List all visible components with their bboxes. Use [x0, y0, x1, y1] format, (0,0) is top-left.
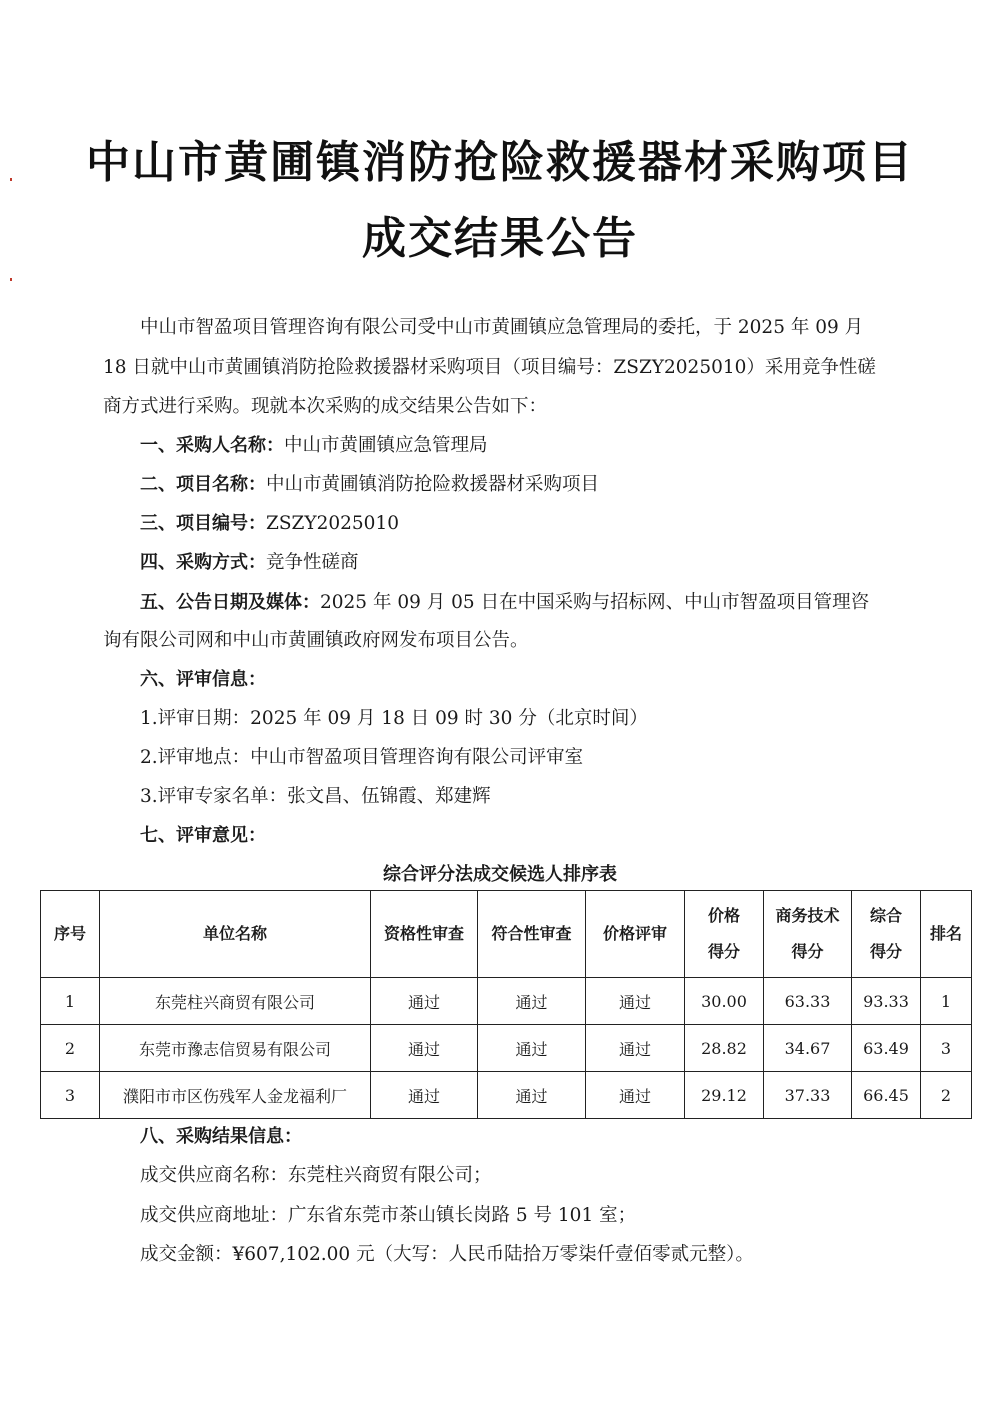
section-method: [140, 550, 359, 576]
scan-margin-mark: [10, 278, 12, 281]
header-rank: 排名: [921, 891, 972, 978]
cell-compliance: 通过: [478, 978, 586, 1025]
cell-price-score: 28.82: [685, 1025, 764, 1072]
cell-qualification: 通过: [371, 978, 478, 1025]
header-name: 单位名称: [100, 891, 371, 978]
result-supplier: 成交供应商名称：东莞柱兴商贸有限公司；: [140, 1165, 492, 1186]
header-text: 综合: [869, 906, 902, 925]
table-row: [41, 1025, 972, 1072]
document-title-line1: 中山市黄圃镇消防抢险救援器材采购项目: [86, 137, 914, 188]
cell-rank: 3: [921, 1025, 972, 1072]
section-project-no: [140, 511, 399, 537]
cell-price-score: 29.12: [685, 1072, 764, 1119]
header-no: 序号: [41, 891, 100, 978]
cell-rank: 1: [921, 978, 972, 1025]
result-amount: 成交金额：¥607,102.00 元（大写：人民币陆拾万零柒仟壹佰零贰元整）。: [140, 1244, 754, 1265]
section-value: 竞争性磋商: [266, 552, 359, 573]
section-label: 五、公告日期及媒体：: [140, 592, 320, 613]
review-place: 2.评审地点：中山市智盈项目管理咨询有限公司评审室: [140, 747, 584, 768]
table-row: [41, 978, 972, 1025]
cell-price-score: 30.00: [685, 978, 764, 1025]
intro-line-2: 18 日就中山市黄圃镇消防抢险救援器材采购项目（项目编号：ZSZY2025010）采用竞争性磋: [103, 357, 876, 378]
cell-tech-score: 37.33: [764, 1072, 852, 1119]
review-experts: 3.评审专家名单：张文昌、伍锦霞、郑建辉: [140, 786, 491, 807]
cell-compliance: 通过: [478, 1025, 586, 1072]
section-value: 中山市黄圃镇消防抢险救援器材采购项目: [266, 474, 600, 495]
cell-name: 东莞柱兴商贸有限公司: [100, 978, 371, 1025]
intro-line-3: 商方式进行采购。现就本次采购的成交结果公告如下：: [103, 396, 548, 417]
intro-line-1: 中山市智盈项目管理咨询有限公司受中山市黄圃镇应急管理局的委托，于 2025 年 09 月: [140, 317, 864, 338]
cell-price-review: 通过: [586, 1072, 685, 1119]
header-text: 价格: [707, 906, 740, 925]
section-value: 中山市黄圃镇应急管理局: [284, 435, 488, 456]
cell-tech-score: 34.67: [764, 1025, 852, 1072]
section-purchaser: [140, 433, 488, 459]
header-compliance: 符合性审查: [478, 891, 586, 978]
cell-no: 1: [41, 978, 100, 1025]
cell-total: 63.49: [852, 1025, 921, 1072]
cell-total: 66.45: [852, 1072, 921, 1119]
section-value: 2025 年 09 月 05 日在中国采购与招标网、中山市智盈项目管理咨: [320, 592, 870, 613]
section-review-opinion: 七、评审意见：: [140, 825, 266, 846]
document-title-line2: 成交结果公告: [362, 213, 638, 264]
section-result: 八、采购结果信息：: [140, 1126, 302, 1147]
cell-qualification: 通过: [371, 1072, 478, 1119]
header-tech-score: [764, 891, 852, 978]
section-label: 四、采购方式：: [140, 552, 266, 573]
ranking-table: [40, 890, 972, 1119]
section-project-name: [140, 472, 599, 498]
table-row: [41, 1072, 972, 1119]
cell-total: 93.33: [852, 978, 921, 1025]
header-price-score: [685, 891, 764, 978]
header-price-review: 价格评审: [586, 891, 685, 978]
section-label: 二、项目名称：: [140, 474, 266, 495]
cell-price-review: 通过: [586, 978, 685, 1025]
table-caption: 综合评分法成交候选人排序表: [383, 864, 617, 885]
cell-rank: 2: [921, 1072, 972, 1119]
header-text: 得分: [791, 942, 824, 961]
section-announcement: [140, 590, 869, 616]
result-address: 成交供应商地址：广东省东莞市茶山镇长岗路 5 号 101 室；: [140, 1205, 637, 1226]
cell-price-review: 通过: [586, 1025, 685, 1072]
header-text: 得分: [869, 942, 902, 961]
header-text: 商务技术: [775, 906, 840, 925]
cell-tech-score: 63.33: [764, 978, 852, 1025]
section-label: 一、采购人名称：: [140, 435, 284, 456]
cell-name: 濮阳市市区伤残军人金龙福利厂: [100, 1072, 371, 1119]
cell-qualification: 通过: [371, 1025, 478, 1072]
cell-name: 东莞市豫志信贸易有限公司: [100, 1025, 371, 1072]
section-label: 三、项目编号：: [140, 513, 266, 534]
cell-no: 3: [41, 1072, 100, 1119]
header-total: [852, 891, 921, 978]
review-date: 1.评审日期：2025 年 09 月 18 日 09 时 30 分（北京时间）: [140, 708, 648, 729]
header-qualification: 资格性审查: [371, 891, 478, 978]
header-text: 得分: [707, 942, 740, 961]
table-header-row: [41, 891, 972, 978]
section-announcement-cont: 询有限公司网和中山市黄圃镇政府网发布项目公告。: [103, 630, 529, 651]
section-value: ZSZY2025010: [266, 513, 399, 534]
cell-compliance: 通过: [478, 1072, 586, 1119]
section-review-info: 六、评审信息：: [140, 669, 266, 690]
cell-no: 2: [41, 1025, 100, 1072]
